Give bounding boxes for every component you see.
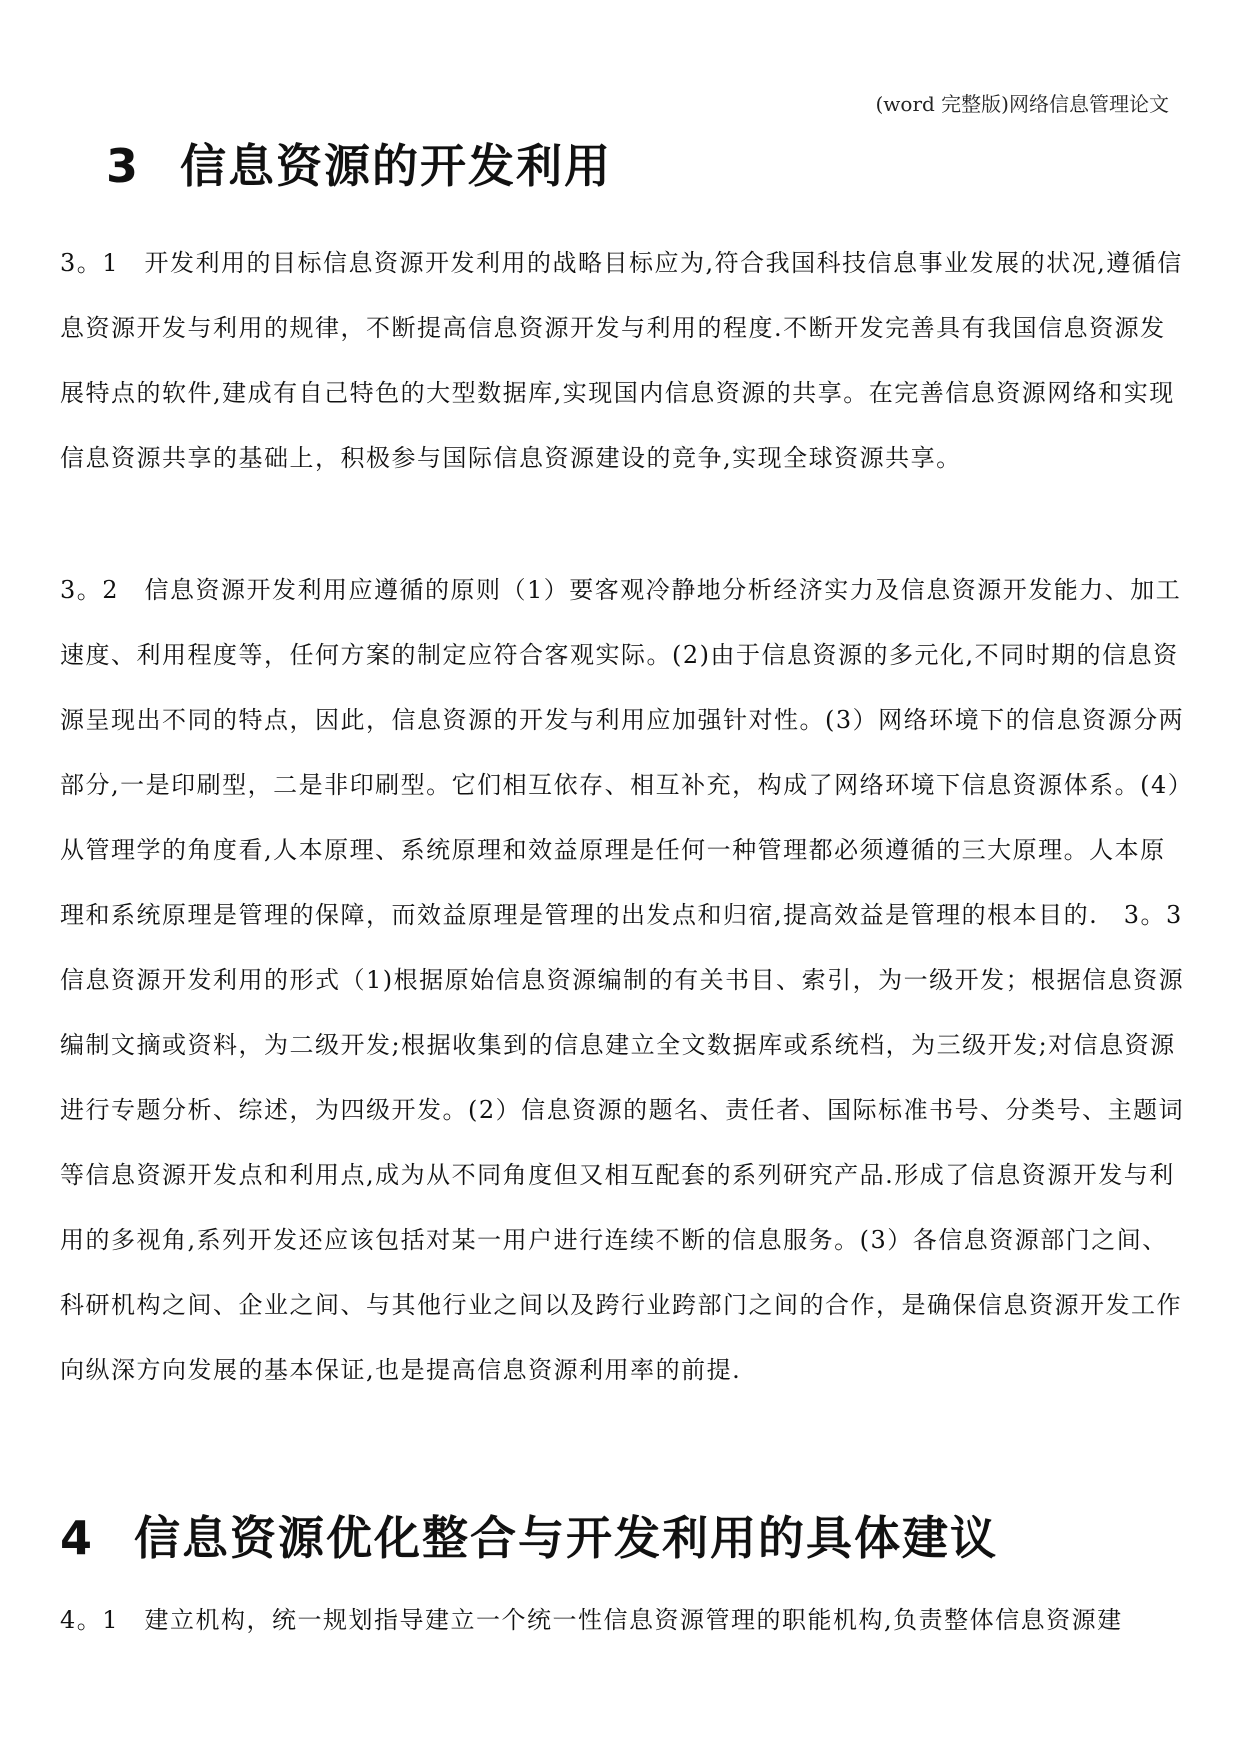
section-4-heading	[60, 1502, 998, 1568]
section-4-title: 信息资源优化整合与开发利用的具体建议	[134, 1511, 999, 1565]
section-3-heading	[106, 130, 612, 196]
section-4-number: 4	[60, 1511, 95, 1565]
paragraph-3-1: 3。1 开发利用的目标信息资源开发利用的战略目标应为,符合我国科技信息事业发展的状况,遵循信息资源开发与利用的规律，不断提高信息资源开发与利用的程度.不断开发完善具有我国信息资源发展特点的软件,建成有自己特色的大型数据库,实现国内信息资源的共享。在完善信息资源网络和实现信息资源共享的基础上，积极参与国际信息资源建设的竞争,实现全球资源共享。	[60, 249, 1183, 472]
section-3-number: 3	[106, 139, 141, 193]
paragraph-3-2-and-3-3: 3。2 信息资源开发利用应遵循的原则（1）要客观冷静地分析经济实力及信息资源开发能力、加工速度、利用程度等，任何方案的制定应符合客观实际。(2)由于信息资源的多元化,不同时期的信息资源呈现出不同的特点，因此，信息资源的开发与利用应加强针对性。(3）网络环境下的信息资源分两部分,一是印刷型，二是非印刷型。它们相互依存、相互补充，构成了网络环境下信息资源体系。(4）从管理学的角度看,人本原理、系统原理和效益原理是任何一种管理都必须遵循的三大原理。人本原理和系统原理是管理的保障，而效益原理是管理的出发点和归宿,提高效益是管理的根本目的. 3。3 信息资源开发利用的形式（1)根据原始信息资源编制的有关书目、索引，为一级开发；根据信息资源编制文摘或资料，为二级开发;根据收集到的信息建立全文数据库或系统档，为三级开发;对信息资源进行专题分析、综述，为四级开发。(2）信息资源的题名、责任者、国际标准书号、分类号、主题词等信息资源开发点和利用点,成为从不同角度但又相互配套的系列研究产品.形成了信息资源开发与利用的多视角,系列开发还应该包括对某一用户进行连续不断的信息服务。(3）各信息资源部门之间、科研机构之间、企业之间、与其他行业之间以及跨行业跨部门之间的合作，是确保信息资源开发工作向纵深方向发展的基本保证,也是提高信息资源利用率的前提.	[60, 576, 1209, 1384]
paragraph-4-1: 4。1 建立机构，统一规划指导建立一个统一性信息资源管理的职能机构,负责整体信息资源建	[60, 1606, 1123, 1634]
section-3-title: 信息资源的开发利用	[180, 139, 613, 193]
document-header-title: (word 完整版)网络信息管理论文	[875, 92, 1169, 116]
